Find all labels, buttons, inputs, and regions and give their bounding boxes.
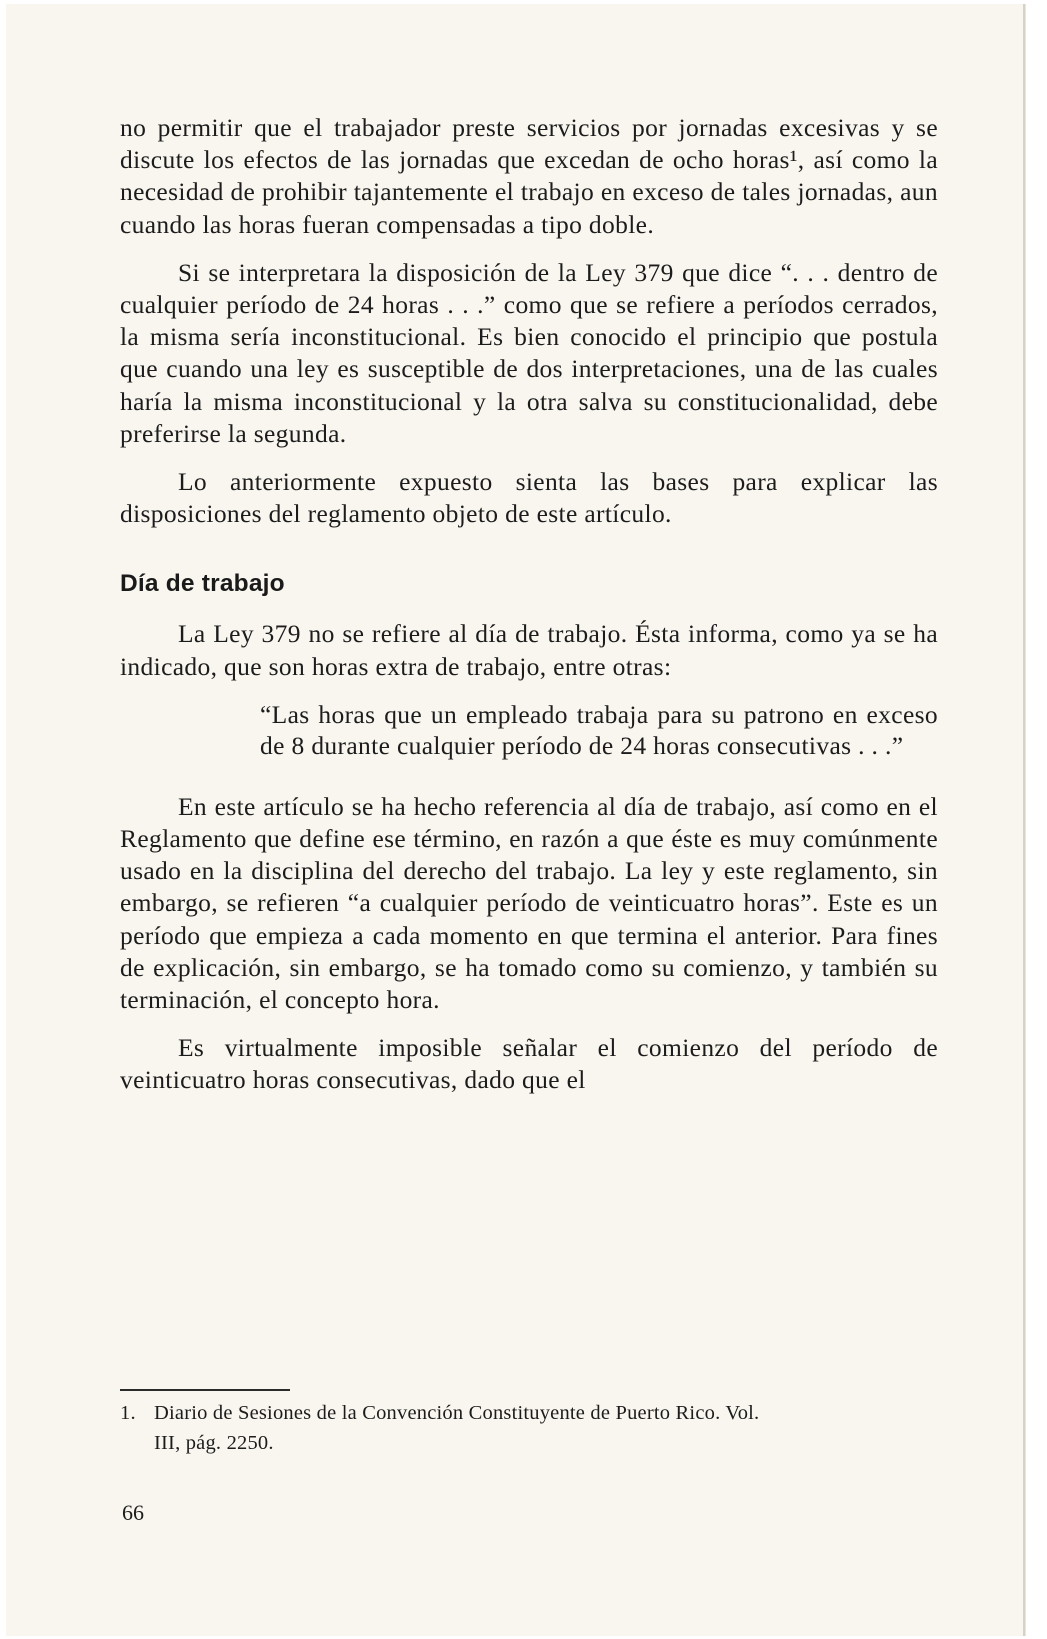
footnote-rule bbox=[120, 1389, 290, 1391]
paragraph-bases: Lo anteriormente expuesto sienta las bases para explicar las disposiciones del reglamento objeto de este artículo. bbox=[120, 467, 938, 529]
footnote-text-1: Diario de Sesiones de la Convención Constituyente de Puerto Rico. Vol. bbox=[154, 1402, 760, 1424]
paragraph-continuation: no permitir que el trabajador preste servicios por jornadas excesivas y se discute los efectos de las jornadas que excedan de ocho horas¹, así como la necesidad de prohibir tajantemente el trabajo en exceso de tales jornadas, aun cuando las horas fueran compensadas a tipo doble. bbox=[120, 113, 938, 239]
page-number: 66 bbox=[122, 1500, 144, 1525]
paragraph-interpretation: Si se interpretara la disposición de la Ley 379 que dice “. . . dentro de cualquier período de 24 horas . . .” como que se refiere a períodos cerrados, la misma sería inconstitucional. Es bien conocido el principio que postula que cuando una ley es susceptible de dos interpretaciones, una de las cuales haría la misma inconstitucional y la otra salva su constitucionalidad, debe preferirse la segunda. bbox=[120, 257, 938, 448]
paragraph-comienzo: Es virtualmente imposible señalar el comienzo del período de veinticuatro horas consecutivas, dado que el bbox=[120, 1033, 938, 1095]
page-body bbox=[120, 112, 938, 1097]
footnote-text-2: III, pág. 2250. bbox=[154, 1432, 274, 1454]
paragraph-dia-de-trabajo: En este artículo se ha hecho referencia al día de trabajo, así como en el Reglamento que define ese término, en razón a que éste es muy comúnmente usado en la disciplina del derecho del trabajo. La ley y este reglamento, sin embargo, se refieren “a cualquier período de veinticuatro horas”. Este es un período que empieza a cada momento en que termina el anterior. Para fines de explicación, sin embargo, se ha tomado como su comienzo, y también su terminación, el concepto hora. bbox=[120, 791, 938, 1015]
section-heading: Día de trabajo bbox=[120, 570, 285, 598]
paragraph-ley-379: La Ley 379 no se refiere al día de trabajo. Ésta informa, como ya se ha indicado, que son horas extra de trabajo, entre otras: bbox=[120, 619, 938, 681]
footnote-number: 1. bbox=[120, 1402, 136, 1424]
footnote-line bbox=[120, 1398, 940, 1428]
page-edge bbox=[1023, 4, 1025, 1636]
footnote bbox=[120, 1398, 940, 1458]
block-quote: “Las horas que un empleado trabaja para su patrono en exceso de 8 durante cualquier período de 24 horas consecutivas . . .” bbox=[260, 699, 938, 760]
